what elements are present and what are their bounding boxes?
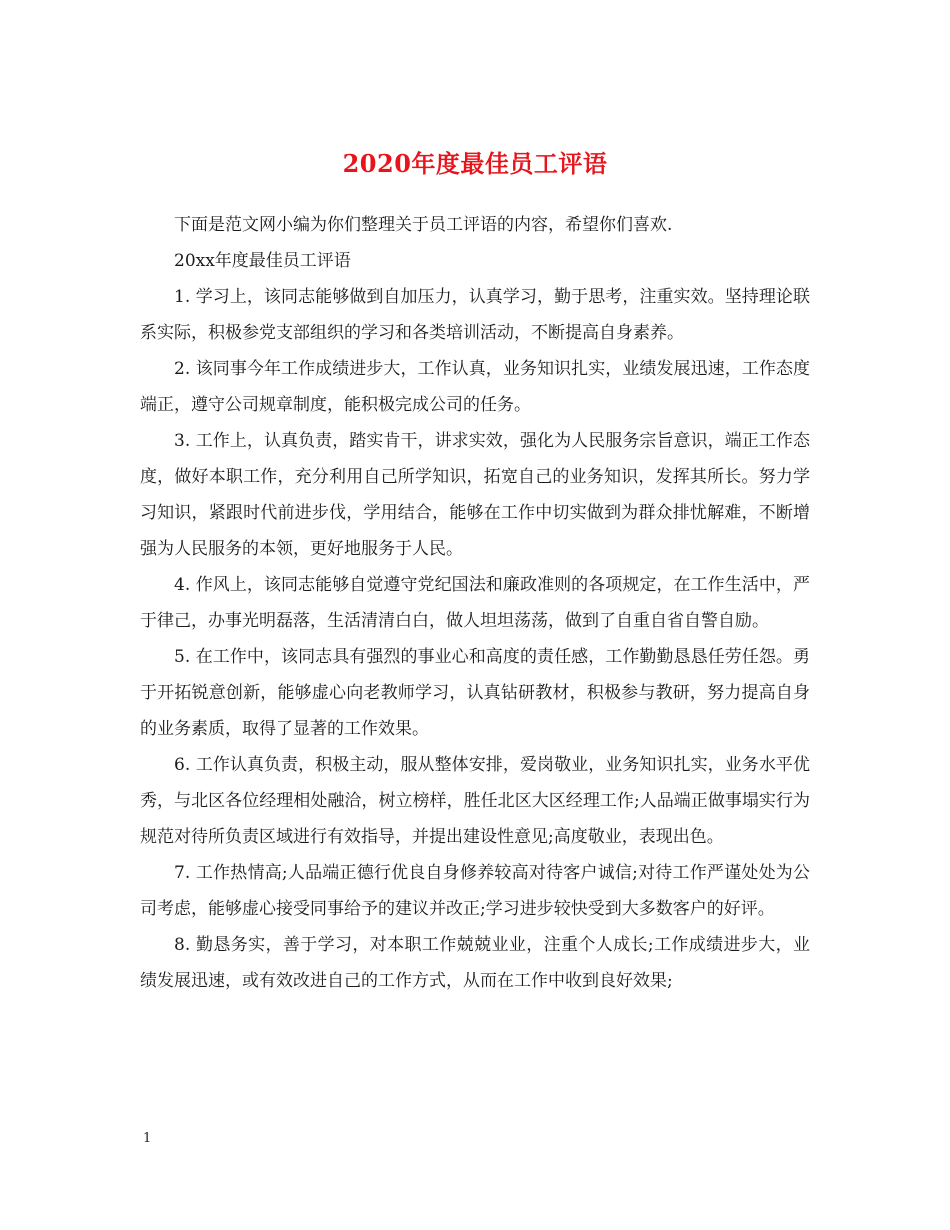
document-title: 2020年度最佳员工评语 [342, 149, 608, 179]
comment-paragraph-3: 3. 工作上，认真负责，踏实肯干，讲求实效，强化为人民服务宗旨意识，端正工作态度，做好本职工作，充分利用自己所学知识，拓宽自己的业务知识，发挥其所长。努力学习知识，紧跟时代前进步伐，学用结合，能够在工作中切实做到为群众排忧解难，不断增强为人民服务的本领，更好地服务于人民。 [140, 431, 810, 559]
comment-paragraph-8: 8. 勤恳务实，善于学习，对本职工作兢兢业业，注重个人成长;工作成绩进步大，业绩发展迅速，或有效改进自己的工作方式，从而在工作中收到良好效果; [140, 935, 810, 991]
section-heading: 20xx年度最佳员工评语 [174, 251, 351, 271]
page-number: 1 [143, 1131, 152, 1146]
intro-paragraph: 下面是范文网小编为你们整理关于员工评语的内容，希望你们喜欢. [174, 215, 673, 235]
comment-paragraph-2: 2. 该同事今年工作成绩进步大，工作认真，业务知识扎实，业绩发展迅速，工作态度端正，遵守公司规章制度，能积极完成公司的任务。 [140, 359, 810, 415]
comment-paragraph-5: 5. 在工作中，该同志具有强烈的事业心和高度的责任感，工作勤勤恳恳任劳任怨。勇于开拓锐意创新，能够虚心向老教师学习，认真钻研教材，积极参与教研，努力提高自身的业务素质，取得了显著的工作效果。 [140, 647, 810, 739]
comment-paragraph-6: 6. 工作认真负责，积极主动，服从整体安排，爱岗敬业，业务知识扎实，业务水平优秀，与北区各位经理相处融洽，树立榜样，胜任北区大区经理工作;人品端正做事塌实行为规范对待所负责区域进行有效指导，并提出建设性意见;高度敬业，表现出色。 [140, 755, 810, 847]
comment-paragraph-1: 1. 学习上，该同志能够做到自加压力，认真学习，勤于思考，注重实效。坚持理论联系实际，积极参党支部组织的学习和各类培训活动，不断提高自身素养。 [140, 287, 810, 343]
comment-paragraph-4: 4. 作风上，该同志能够自觉遵守党纪国法和廉政准则的各项规定，在工作生活中，严于律己，办事光明磊落，生活清清白白，做人坦坦荡荡，做到了自重自省自警自励。 [140, 575, 810, 631]
document-body [140, 207, 810, 999]
comment-paragraph-7: 7. 工作热情高;人品端正德行优良自身修养较高对待客户诚信;对待工作严谨处处为公司考虑，能够虚心接受同事给予的建议并改正;学习进步较快受到大多数客户的好评。 [140, 863, 810, 919]
